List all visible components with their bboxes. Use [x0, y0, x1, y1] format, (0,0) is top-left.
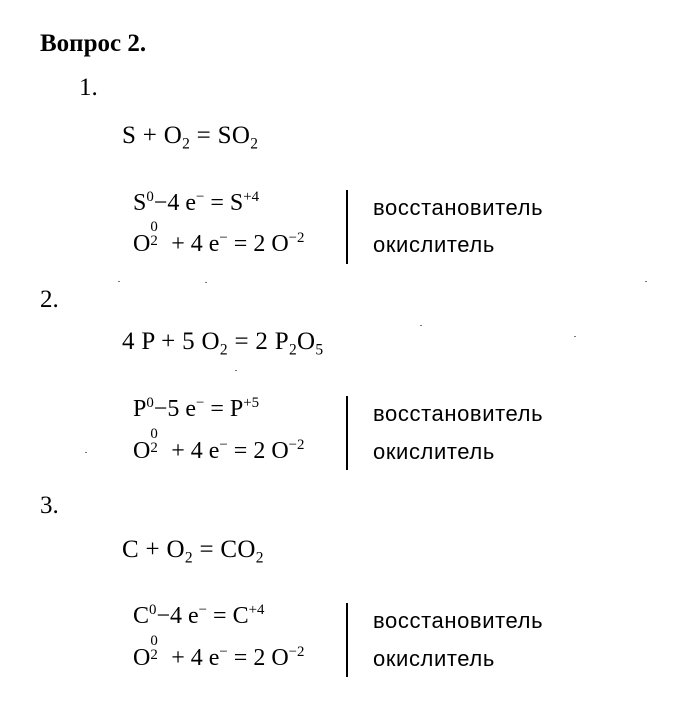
scan-speck — [420, 325, 422, 326]
item-number: 3. — [40, 492, 59, 519]
reaction-equation: 4 P + 5 $O_2 = 2$ $P_2O_5$ — [122, 328, 324, 359]
half-reaction-reduction: O 0 2 + 4 e− = 2 $O^{-2}$ — [133, 426, 305, 464]
scan-speck — [645, 281, 647, 282]
reaction-equation: $C + O_2 = CO_2$ — [122, 536, 264, 567]
role-label: восстановитель — [373, 195, 544, 220]
scan-speck — [235, 370, 237, 371]
scan-speck — [574, 336, 576, 337]
divider-bar — [346, 190, 348, 264]
role-label: окислитель — [373, 646, 495, 671]
scan-speck — [205, 282, 207, 283]
item-number: 2. — [40, 286, 59, 313]
role-label: окислитель — [373, 439, 495, 464]
half-reaction-oxidation: $C^0-4$ $e^- = C^{+4}$ — [133, 602, 265, 629]
divider-bar — [346, 603, 348, 677]
scan-speck — [118, 281, 120, 282]
scan-speck — [85, 452, 87, 453]
role-label: восстановитель — [373, 608, 544, 633]
page-title: Вопрос 2. — [40, 30, 147, 57]
divider-bar — [346, 396, 348, 470]
reaction-equation: $S + O_2 = SO_2$ — [122, 122, 259, 153]
half-reaction-oxidation: $S^0-4$ $e^- = S^{+4}$ — [133, 189, 260, 216]
half-reaction-oxidation: $P^0-5$ $e^- = P^{+5}$ — [133, 395, 260, 422]
role-label: восстановитель — [373, 401, 544, 426]
item-number: 1. — [79, 74, 98, 101]
half-reaction-reduction: O 0 2 + 4 e− = 2 $O^{-2}$ — [133, 219, 305, 257]
half-reaction-reduction: O 0 2 + 4 e− = 2 $O^{-2}$ — [133, 633, 305, 671]
role-label: окислитель — [373, 232, 495, 257]
